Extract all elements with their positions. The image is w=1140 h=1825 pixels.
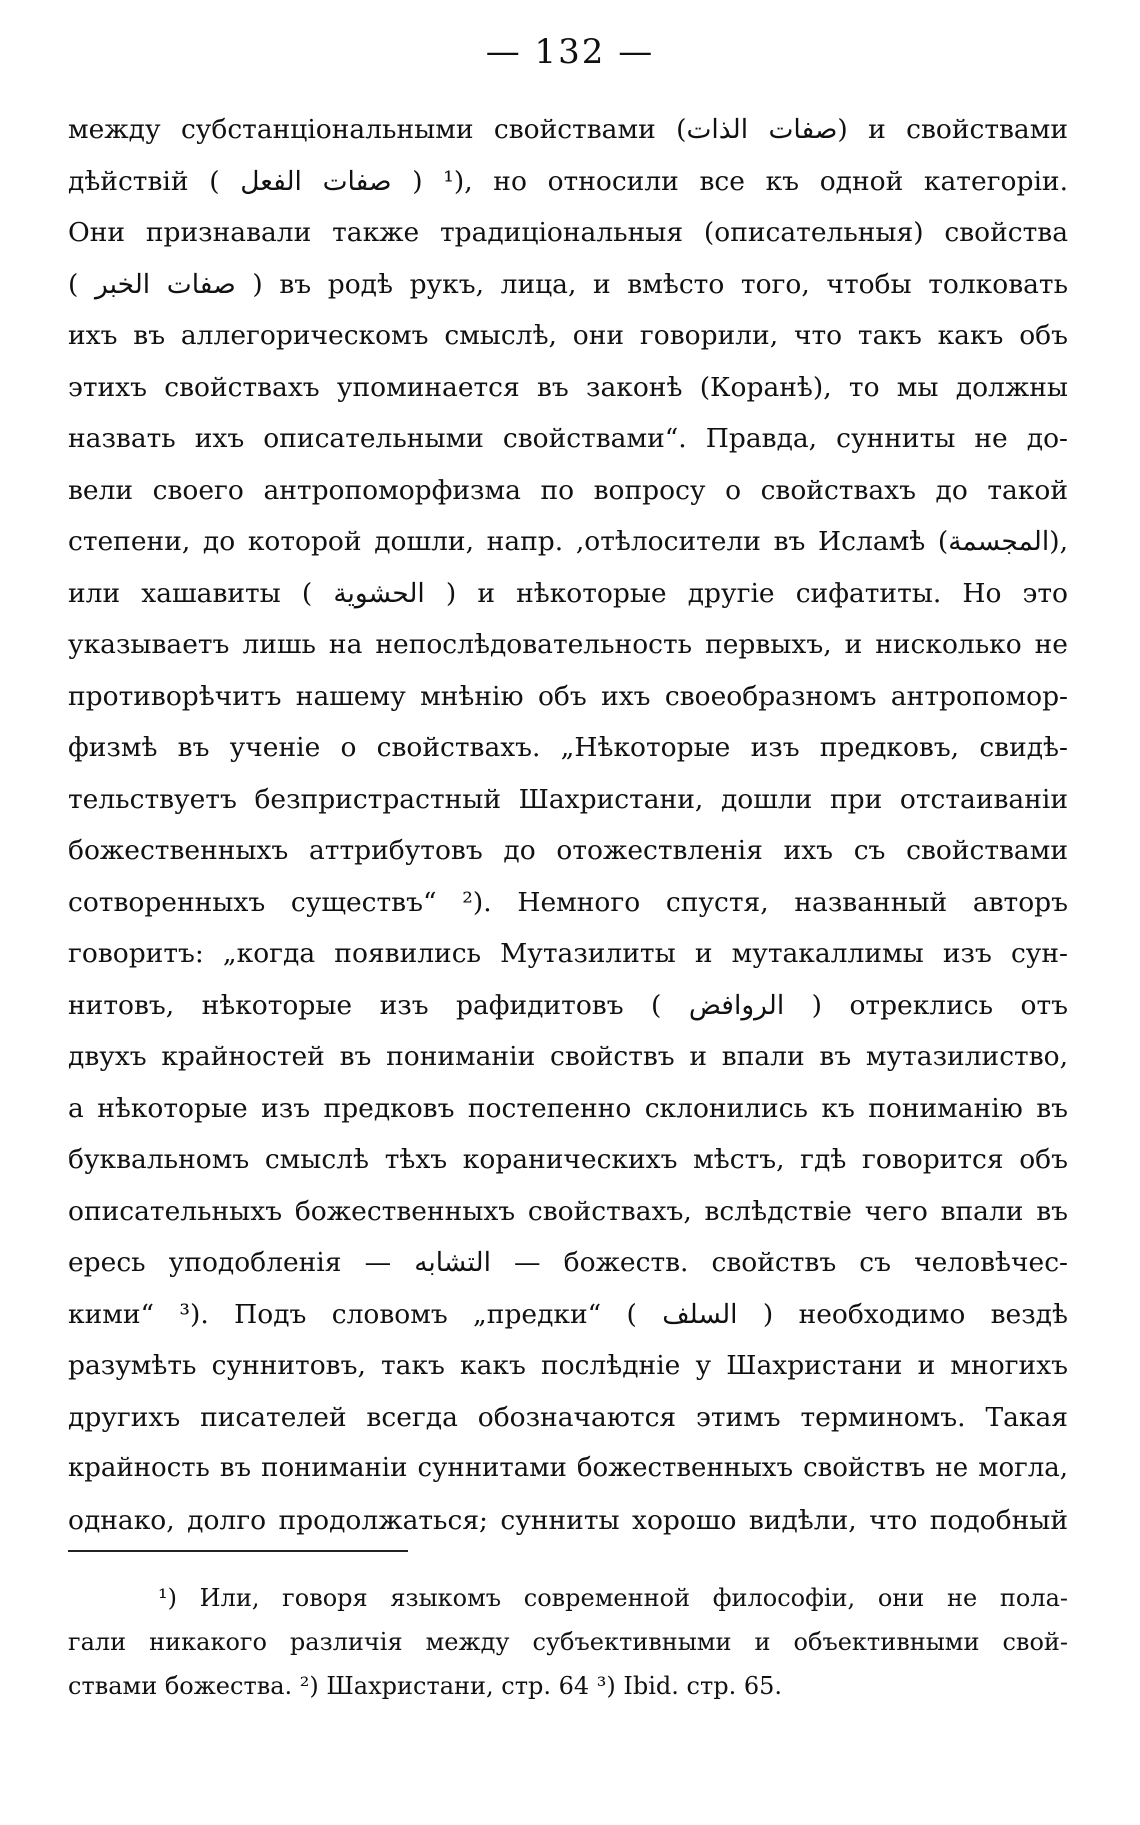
footnote-line: гали никакого различія между субъективными и объективными свой- [68, 1628, 1068, 1656]
text-line: назвать ихъ описательными свойствами“. Правда, сунниты не до- [68, 423, 1068, 454]
text-line: этихъ свойствахъ упоминается въ законѣ (Коранѣ), то мы должны [68, 371, 1068, 403]
text-line: дѣйствій ( صفات الفعل ) ¹), но относили все къ одной категоріи. [68, 165, 1069, 197]
text-line: сотворенныхъ существъ“ ²). Немного спустя, названный авторъ [68, 886, 1068, 918]
text-line: нитовъ, нѣкоторые изъ рафидитовъ ( الروافض ) отреклись отъ [68, 989, 1068, 1021]
footnote-separator [68, 1550, 408, 1552]
text-line: а нѣкоторые изъ предковъ постепенно склонились къ пониманію въ [68, 1092, 1068, 1124]
text-line: Они признавали также традиціональныя (описательныя) свойства [68, 217, 1068, 248]
text-line: крайность въ пониманіи суннитами божественныхъ свойствъ не могла, [68, 1453, 1068, 1483]
page-number: — 132 — [485, 32, 655, 72]
text-line: физмѣ въ ученіе о свойствахъ. „Нѣкоторые изъ предковъ, свидѣ- [68, 732, 1068, 763]
text-line: кими“ ³). Подъ словомъ „предки“ ( السلف ) необходимо вездѣ [68, 1298, 1068, 1330]
text-line: двухъ крайностей въ пониманіи свойствъ и впали въ мутазилиство, [68, 1041, 1068, 1072]
footnote-line: ствами божества. ²) Шахристани, стр. 64 ³) Ibid. стр. 65. [68, 1672, 783, 1700]
text-line: между субстанціональными свойствами (صفات الذات) и свойствами [68, 114, 1068, 145]
text-line: ( صفات الخبر ) въ родѣ рукъ, лица, и вмѣсто того, чтобы толковать [68, 268, 1069, 300]
text-line: божественныхъ аттрибутовъ до отожествленія ихъ съ свойствами [68, 835, 1068, 866]
text-line: указываетъ лишь на непослѣдовательность первыхъ, и нисколько не [68, 629, 1068, 660]
text-line: ихъ въ аллегорическомъ смыслѣ, они говорили, что такъ какъ объ [68, 320, 1068, 351]
footnote-line: ¹) Или, говоря языкомъ современной философіи, они не пола- [158, 1584, 1068, 1612]
text-line: или хашавиты ( الحشوية ) и нѣкоторые другіе сифатиты. Но это [68, 577, 1068, 609]
text-line: ересь уподобленія — التشابه — божеств. свойствъ съ человѣчес- [68, 1247, 1068, 1278]
body-text [68, 104, 1068, 1546]
text-line: другихъ писателей всегда обозначаются этимъ терминомъ. Такая [68, 1401, 1068, 1433]
text-line: говоритъ: „когда появились Мутазилиты и мутакаллимы изъ сун- [68, 938, 1068, 969]
text-line: степени, до которой дошли, напр. ,отѣлосители въ Исламѣ (المجسمة), [68, 526, 1068, 557]
text-line: разумѣть суннитовъ, такъ какъ послѣдніе у Шахристани и многихъ [68, 1350, 1068, 1381]
text-line: буквальномъ смыслѣ тѣхъ кораническихъ мѣстъ, гдѣ говорится объ [68, 1144, 1068, 1175]
text-line: описательныхъ божественныхъ свойствахъ, вслѣдствіе чего впали въ [68, 1195, 1068, 1227]
text-line: противорѣчитъ нашему мнѣнію объ ихъ своеобразномъ антропомор- [68, 680, 1068, 712]
text-line: однако, долго продолжаться; сунниты хорошо видѣли, что подобный [68, 1504, 1068, 1536]
text-line: вели своего антропоморфизма по вопросу о свойствахъ до такой [68, 474, 1068, 506]
footnotes [68, 1576, 1068, 1708]
text-line: тельствуетъ безпристрастный Шахристани, дошли при отстаиваніи [68, 783, 1068, 815]
